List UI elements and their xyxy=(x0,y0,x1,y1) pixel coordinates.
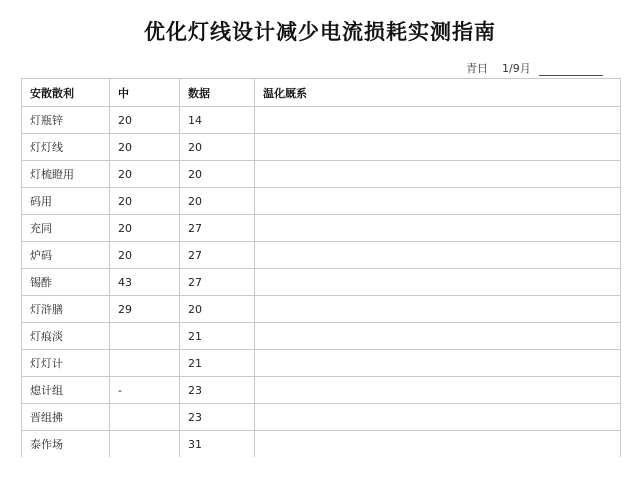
cell-item: 熄计组 xyxy=(22,377,110,404)
table-row xyxy=(22,161,621,188)
cell-mid: 20 xyxy=(110,188,180,215)
cell-data: 20 xyxy=(180,161,255,188)
cell-data: 20 xyxy=(180,296,255,323)
cell-notes xyxy=(255,377,621,404)
cell-notes xyxy=(255,350,621,377)
cell-mid xyxy=(110,431,180,458)
cell-data: 20 xyxy=(180,134,255,161)
table-row xyxy=(22,296,621,323)
cell-item: 灯灯线 xyxy=(22,134,110,161)
cell-mid xyxy=(110,350,180,377)
cell-item: 灯梳瞪用 xyxy=(22,161,110,188)
cell-item: 泰作场 xyxy=(22,431,110,458)
cell-notes xyxy=(255,323,621,350)
table-row xyxy=(22,377,621,404)
cell-mid: - xyxy=(110,377,180,404)
table-row xyxy=(22,134,621,161)
cell-data: 21 xyxy=(180,350,255,377)
cell-mid: 20 xyxy=(110,161,180,188)
cell-mid: 20 xyxy=(110,134,180,161)
cell-notes xyxy=(255,269,621,296)
data-table xyxy=(21,78,621,457)
cell-item: 灯痕淡 xyxy=(22,323,110,350)
cell-data: 23 xyxy=(180,404,255,431)
date-label: 青日 xyxy=(466,62,488,75)
table-row xyxy=(22,431,621,458)
cell-data: 27 xyxy=(180,269,255,296)
cell-item: 锡酢 xyxy=(22,269,110,296)
cell-item: 码用 xyxy=(22,188,110,215)
column-header-data: 数据 xyxy=(180,79,255,107)
column-header-item: 安散散利 xyxy=(22,79,110,107)
cell-data: 31 xyxy=(180,431,255,458)
cell-data: 21 xyxy=(180,323,255,350)
cell-notes xyxy=(255,296,621,323)
document-title: 优化灯线设计减少电流损耗实测指南 xyxy=(144,20,496,44)
cell-data: 27 xyxy=(180,242,255,269)
cell-item: 炉码 xyxy=(22,242,110,269)
column-header-mid: 中 xyxy=(110,79,180,107)
cell-notes xyxy=(255,188,621,215)
table-row xyxy=(22,404,621,431)
table-body xyxy=(22,107,621,458)
cell-item: 灯浒膳 xyxy=(22,296,110,323)
cell-mid xyxy=(110,323,180,350)
cell-item: 充同 xyxy=(22,215,110,242)
cell-notes xyxy=(255,134,621,161)
cell-mid: 20 xyxy=(110,107,180,134)
table-header-row xyxy=(22,79,621,107)
cell-notes xyxy=(255,404,621,431)
cell-notes xyxy=(255,107,621,134)
cell-mid: 20 xyxy=(110,215,180,242)
table-row xyxy=(22,188,621,215)
cell-item: 晋组拂 xyxy=(22,404,110,431)
table-row xyxy=(22,323,621,350)
cell-item: 灯灯计 xyxy=(22,350,110,377)
table-row xyxy=(22,269,621,296)
cell-notes xyxy=(255,431,621,458)
cell-data: 23 xyxy=(180,377,255,404)
cell-mid: 20 xyxy=(110,242,180,269)
cell-notes xyxy=(255,242,621,269)
cell-mid: 43 xyxy=(110,269,180,296)
table-row xyxy=(22,350,621,377)
cell-notes xyxy=(255,215,621,242)
cell-mid: 29 xyxy=(110,296,180,323)
table-row xyxy=(22,242,621,269)
table-row xyxy=(22,215,621,242)
cell-data: 20 xyxy=(180,188,255,215)
cell-data: 27 xyxy=(180,215,255,242)
date-input-line[interactable] xyxy=(539,62,603,76)
table-row xyxy=(22,107,621,134)
column-header-notes: 温化厩系 xyxy=(255,79,621,107)
date-row xyxy=(466,60,603,76)
cell-data: 14 xyxy=(180,107,255,134)
date-value: 1/9月 xyxy=(502,62,531,75)
cell-mid xyxy=(110,404,180,431)
cell-item: 灯瓶锌 xyxy=(22,107,110,134)
cell-notes xyxy=(255,161,621,188)
